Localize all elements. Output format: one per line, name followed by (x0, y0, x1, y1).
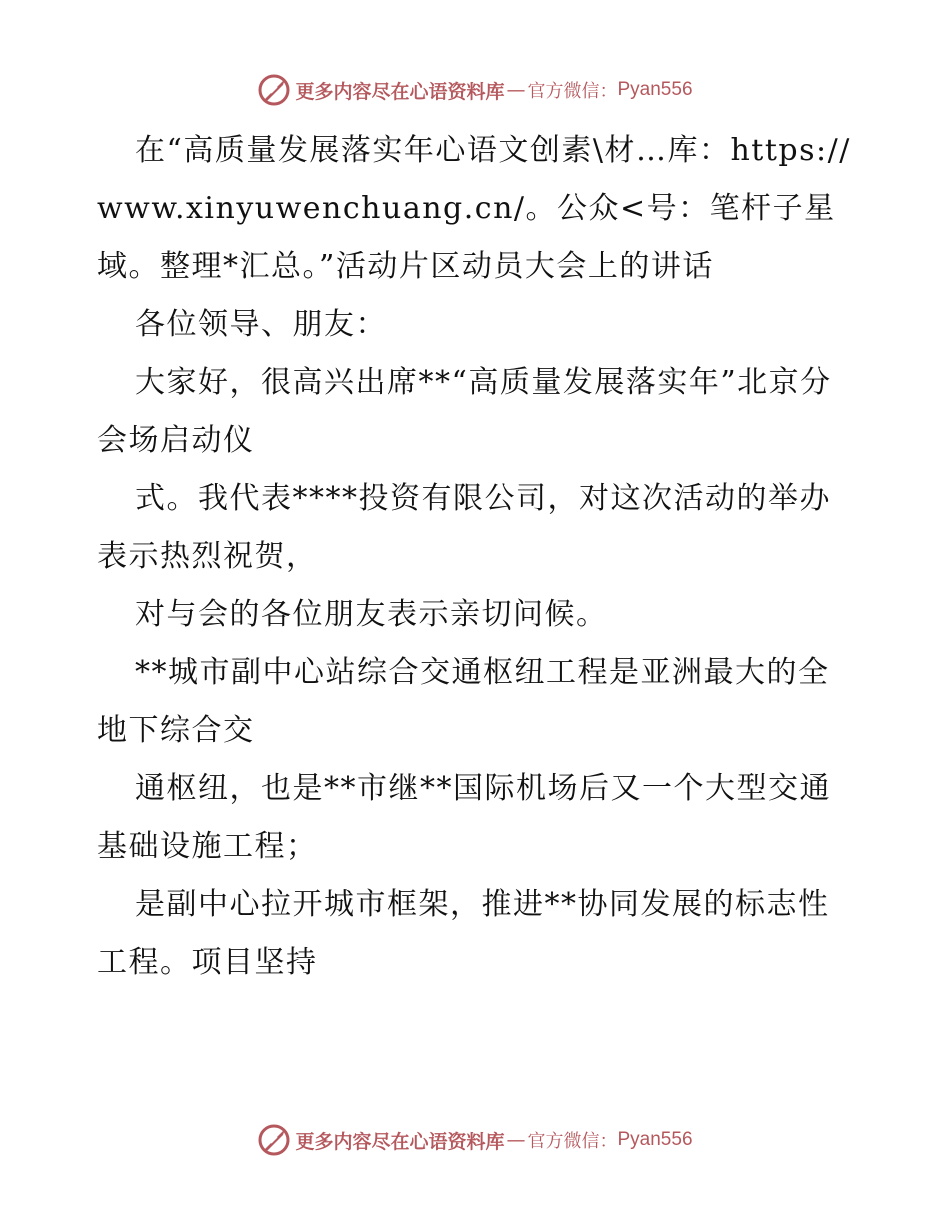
paragraph-regards: 对与会的各位朋友表示亲切问候。 (135, 597, 608, 632)
quill-pen-logo-icon (257, 73, 291, 107)
footer-dash: — (506, 1129, 526, 1151)
footer-promo-text: 更多内容尽在心语资料库 (295, 1130, 505, 1153)
paragraph-project-hub: 通枢纽，也是**市继**国际机场后又一个大型交通基础设施工程； (97, 771, 831, 864)
header-promo-text: 更多内容尽在心语资料库 (295, 80, 505, 103)
paragraph-representation: 式。我代表****投资有限公司，对这次活动的举办表示热烈祝贺， (97, 481, 831, 574)
footer-wechat-handle: Pyan556 (617, 1129, 693, 1150)
document-body (97, 122, 857, 992)
header-dash: — (506, 79, 526, 101)
header-wechat-label: 官方微信： (527, 81, 618, 102)
paragraph-salutation: 各位领导、朋友： (135, 307, 387, 342)
footer-wechat-label: 官方微信： (527, 1131, 618, 1152)
paragraph-greeting: 大家好，很高兴出席**“高质量发展落实年”北京分会场启动仪 (97, 365, 832, 458)
quill-pen-logo-icon (257, 1123, 291, 1157)
paragraph-title: 在“高质量发展落实年心语文创素\材…库：https://www.xinyuwenchuang.cn/。公众<号：笔杆子星域。整理*汇总。”活动片区动员大会上的讲话 (97, 133, 851, 284)
footer-banner (0, 1120, 950, 1160)
header-wechat-handle: Pyan556 (617, 79, 693, 100)
paragraph-project-significance: 是副中心拉开城市框架，推进**协同发展的标志性工程。项目坚持 (97, 887, 830, 980)
header-banner (0, 70, 950, 110)
paragraph-project-intro: **城市副中心站综合交通枢纽工程是亚洲最大的全地下综合交 (97, 655, 830, 748)
